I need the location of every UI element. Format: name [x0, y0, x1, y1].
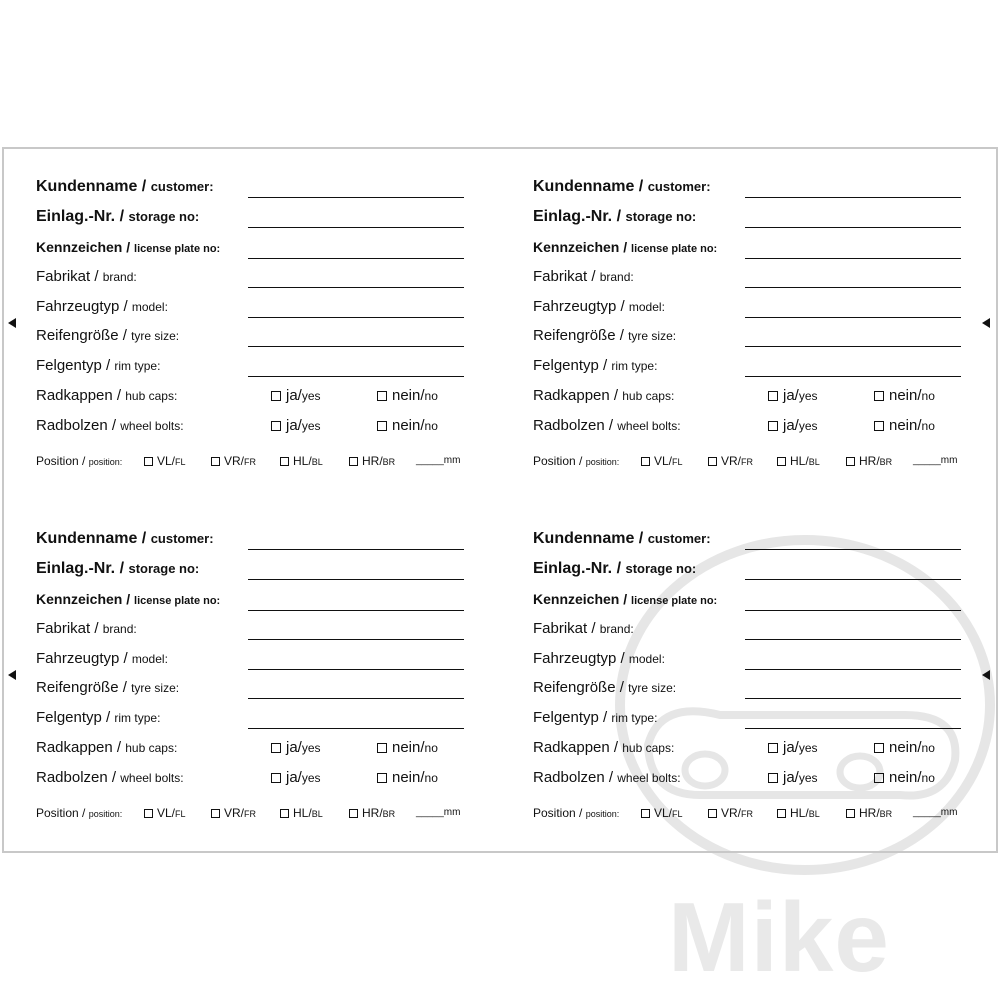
left-arrow-marker-top [8, 318, 16, 328]
field-label-english: storage no: [625, 561, 697, 576]
choice-label [533, 739, 674, 763]
position-option[interactable] [708, 806, 753, 820]
fill-in-line[interactable] [248, 376, 464, 377]
choice-label [36, 417, 184, 441]
fill-in-line[interactable] [248, 549, 464, 550]
position-checkbox[interactable] [641, 809, 650, 818]
field-label-main: Felgentyp / [36, 709, 111, 726]
fill-in-line[interactable] [745, 376, 961, 377]
field-label-main: Kennzeichen / [36, 239, 131, 255]
fill-in-line[interactable] [745, 227, 961, 228]
position-option-main: VL/ [157, 454, 176, 468]
position-option-main: VR/ [721, 454, 742, 468]
fill-in-line[interactable] [745, 317, 961, 318]
position-option[interactable] [211, 454, 256, 468]
field-label-english: model: [628, 652, 665, 666]
field-label [36, 298, 168, 322]
tread-depth-mm-field[interactable]: _____mm [913, 807, 958, 818]
yes-option[interactable] [768, 769, 818, 786]
no-label: nein/ [889, 739, 922, 756]
position-checkbox[interactable] [349, 457, 358, 466]
no-option[interactable] [377, 739, 438, 756]
no-label-english: no [921, 741, 935, 755]
position-checkbox[interactable] [708, 809, 717, 818]
field-label-main: Fabrikat / [533, 268, 596, 285]
choice-label-english: wheel bolts: [120, 419, 184, 433]
fill-in-line[interactable] [745, 669, 961, 670]
field-label-main: Kennzeichen / [533, 239, 628, 255]
field-label [533, 208, 696, 232]
yes-label: ja/ [783, 417, 799, 434]
position-option[interactable] [777, 454, 820, 468]
fill-in-line[interactable] [745, 346, 961, 347]
position-option-main: HL/ [790, 454, 809, 468]
choice-label-main: Radbolzen / [533, 769, 614, 786]
position-option[interactable] [708, 454, 753, 468]
choice-label-main: Radkappen / [533, 739, 619, 756]
position-checkbox[interactable] [846, 457, 855, 466]
no-label-english: no [424, 389, 438, 403]
yes-label: ja/ [286, 769, 302, 786]
field-label-main: Fahrzeugtyp / [533, 650, 625, 667]
position-option-main: HR/ [362, 454, 383, 468]
position-option-main: HR/ [859, 454, 880, 468]
field-label-main: Fahrzeugtyp / [36, 298, 128, 315]
position-option-main: VL/ [654, 454, 673, 468]
choice-label-english: hub caps: [622, 741, 675, 755]
no-checkbox[interactable] [377, 421, 387, 431]
field-label-english: tyre size: [131, 329, 180, 343]
field-label-main: Fabrikat / [533, 620, 596, 637]
no-label: nein/ [392, 387, 425, 404]
position-label-main: Position / [533, 454, 583, 468]
choice-label-main: Radkappen / [36, 387, 122, 404]
yes-label-english: yes [798, 771, 818, 785]
no-checkbox[interactable] [377, 773, 387, 783]
no-label: nein/ [889, 769, 922, 786]
position-label [36, 454, 122, 468]
position-checkbox[interactable] [641, 457, 650, 466]
field-label [533, 560, 696, 584]
no-label-english: no [424, 741, 438, 755]
choice-label [533, 417, 681, 441]
field-label-main: Kundenname / [36, 178, 147, 195]
field-label-main: Fahrzeugtyp / [36, 650, 128, 667]
position-checkbox[interactable] [144, 809, 153, 818]
label-card-1 [36, 178, 476, 468]
field-label-main: Kennzeichen / [36, 591, 131, 607]
field-label [36, 239, 220, 263]
yes-checkbox[interactable] [271, 743, 281, 753]
position-row [36, 454, 461, 468]
field-label-main: Einlag.-Nr. / [36, 208, 125, 225]
field-label-main: Kundenname / [533, 178, 644, 195]
field-label-english: customer: [647, 531, 711, 546]
field-label-english: model: [628, 300, 665, 314]
yes-checkbox[interactable] [768, 391, 778, 401]
yes-option[interactable] [768, 387, 818, 404]
field-label-english: brand: [599, 622, 634, 636]
tread-depth-mm-field[interactable]: _____mm [913, 455, 958, 466]
right-arrow-marker-top [982, 318, 990, 328]
fill-in-line[interactable] [248, 287, 464, 288]
field-label [36, 208, 199, 232]
position-row [36, 806, 461, 820]
field-label [36, 357, 160, 381]
position-label [533, 454, 619, 468]
position-option-english: BL [808, 457, 820, 467]
no-option[interactable] [874, 417, 935, 434]
position-option-english: FL [175, 809, 186, 819]
no-label: nein/ [889, 417, 922, 434]
fill-in-line[interactable] [248, 258, 464, 259]
position-label-main: Position / [36, 806, 86, 820]
field-label-english: customer: [647, 179, 711, 194]
field-label-english: license plate no: [631, 243, 718, 255]
position-checkbox[interactable] [846, 809, 855, 818]
fill-in-line[interactable] [248, 728, 464, 729]
field-label-english: model: [131, 300, 168, 314]
fill-in-line[interactable] [745, 579, 961, 580]
field-label-main: Reifengröße / [36, 679, 127, 696]
position-option-english: FL [175, 457, 186, 467]
position-option-main: VL/ [654, 806, 673, 820]
choice-label [36, 739, 177, 763]
field-label [36, 268, 137, 292]
position-label-english: position: [585, 457, 620, 467]
choice-label-english: hub caps: [125, 741, 178, 755]
field-label [36, 327, 179, 351]
tread-depth-mm-field[interactable]: _____mm [416, 455, 461, 466]
yes-label: ja/ [286, 387, 302, 404]
field-label [36, 530, 214, 554]
choice-label-english: wheel bolts: [617, 419, 681, 433]
position-option[interactable] [144, 454, 186, 468]
no-option[interactable] [874, 769, 935, 786]
field-label [533, 679, 676, 703]
field-label-main: Felgentyp / [533, 357, 608, 374]
no-option[interactable] [874, 387, 935, 404]
field-label-english: tyre size: [628, 329, 677, 343]
field-label-english: rim type: [611, 711, 658, 725]
yes-label: ja/ [783, 769, 799, 786]
field-label-main: Fahrzeugtyp / [533, 298, 625, 315]
fill-in-line[interactable] [745, 287, 961, 288]
choice-label-english: hub caps: [622, 389, 675, 403]
yes-checkbox[interactable] [768, 743, 778, 753]
fill-in-line[interactable] [248, 197, 464, 198]
no-label-english: no [424, 771, 438, 785]
position-row [533, 454, 958, 468]
position-option-english: FR [741, 457, 754, 467]
field-label-main: Einlag.-Nr. / [533, 208, 622, 225]
yes-label-english: yes [301, 771, 321, 785]
position-option-english: FR [741, 809, 754, 819]
field-label [36, 709, 160, 733]
position-option[interactable] [846, 454, 892, 468]
field-label-main: Einlag.-Nr. / [36, 560, 125, 577]
field-label-english: model: [131, 652, 168, 666]
yes-label-english: yes [798, 419, 818, 433]
no-checkbox[interactable] [377, 391, 387, 401]
position-option-english: FR [244, 457, 257, 467]
position-option-english: BR [879, 809, 893, 819]
fill-in-line[interactable] [248, 639, 464, 640]
position-option-main: HL/ [790, 806, 809, 820]
field-label-main: Reifengröße / [533, 327, 624, 344]
fill-in-line[interactable] [745, 258, 961, 259]
no-label-english: no [921, 389, 935, 403]
field-label-main: Reifengröße / [36, 327, 127, 344]
field-label-english: rim type: [611, 359, 658, 373]
field-label-main: Kundenname / [36, 530, 147, 547]
field-label [533, 327, 676, 351]
choice-label-main: Radbolzen / [533, 417, 614, 434]
position-option-main: VR/ [721, 806, 742, 820]
field-label [533, 298, 665, 322]
fill-in-line[interactable] [248, 579, 464, 580]
position-option-english: BL [808, 809, 820, 819]
position-label-main: Position / [36, 454, 86, 468]
yes-label: ja/ [783, 387, 799, 404]
field-label [36, 591, 220, 615]
label-card-2 [533, 178, 973, 468]
field-label-english: customer: [150, 179, 214, 194]
position-option-english: BR [382, 457, 396, 467]
position-option-english: BL [311, 809, 323, 819]
field-label-english: rim type: [114, 711, 161, 725]
position-option[interactable] [777, 806, 820, 820]
position-option-english: FR [244, 809, 257, 819]
field-label-main: Kennzeichen / [533, 591, 628, 607]
field-label-english: license plate no: [134, 595, 221, 607]
field-label-main: Reifengröße / [533, 679, 624, 696]
field-label-main: Fabrikat / [36, 620, 99, 637]
tread-depth-mm-field[interactable]: _____mm [416, 807, 461, 818]
no-checkbox[interactable] [874, 391, 884, 401]
field-label-english: tyre size: [131, 681, 180, 695]
fill-in-line[interactable] [248, 227, 464, 228]
position-checkbox[interactable] [777, 809, 786, 818]
position-checkbox[interactable] [144, 457, 153, 466]
no-label: nein/ [889, 387, 922, 404]
field-label-english: rim type: [114, 359, 161, 373]
field-label [533, 268, 634, 292]
choice-label [36, 769, 184, 793]
position-checkbox[interactable] [708, 457, 717, 466]
position-option-main: HR/ [362, 806, 383, 820]
yes-checkbox[interactable] [271, 391, 281, 401]
no-label-english: no [424, 419, 438, 433]
fill-in-line[interactable] [745, 639, 961, 640]
choice-label-main: Radkappen / [36, 739, 122, 756]
field-label [533, 709, 657, 733]
position-option-main: HL/ [293, 806, 312, 820]
position-label-english: position: [88, 809, 123, 819]
no-checkbox[interactable] [377, 743, 387, 753]
choice-label [533, 769, 681, 793]
field-label [36, 679, 179, 703]
fill-in-line[interactable] [248, 346, 464, 347]
yes-option[interactable] [768, 739, 818, 756]
no-label: nein/ [392, 769, 425, 786]
position-checkbox[interactable] [211, 457, 220, 466]
field-label [533, 530, 711, 554]
yes-label: ja/ [286, 739, 302, 756]
position-option[interactable] [349, 806, 395, 820]
no-label: nein/ [392, 739, 425, 756]
yes-option[interactable] [271, 739, 321, 756]
no-option[interactable] [377, 769, 438, 786]
left-arrow-marker-bottom [8, 670, 16, 680]
position-row [533, 806, 958, 820]
watermark-text: Mike [668, 882, 890, 992]
position-label [36, 806, 122, 820]
position-option-main: HR/ [859, 806, 880, 820]
field-label-english: license plate no: [631, 595, 718, 607]
fill-in-line[interactable] [745, 728, 961, 729]
label-card-3 [36, 530, 476, 820]
yes-option[interactable] [768, 417, 818, 434]
yes-checkbox[interactable] [271, 773, 281, 783]
no-option[interactable] [874, 739, 935, 756]
field-label-english: brand: [102, 270, 137, 284]
yes-checkbox[interactable] [768, 773, 778, 783]
position-option[interactable] [846, 806, 892, 820]
position-label-english: position: [585, 809, 620, 819]
field-label-main: Einlag.-Nr. / [533, 560, 622, 577]
field-label [533, 591, 717, 615]
fill-in-line[interactable] [248, 698, 464, 699]
field-label-english: brand: [599, 270, 634, 284]
no-option[interactable] [377, 387, 438, 404]
field-label-english: storage no: [128, 209, 200, 224]
yes-label-english: yes [798, 389, 818, 403]
field-label [533, 239, 717, 263]
field-label [533, 178, 711, 202]
field-label-english: license plate no: [134, 243, 221, 255]
fill-in-line[interactable] [248, 610, 464, 611]
yes-option[interactable] [271, 417, 321, 434]
field-label [36, 560, 199, 584]
position-option-english: FL [672, 809, 683, 819]
fill-in-line[interactable] [745, 698, 961, 699]
position-option-main: VR/ [224, 806, 245, 820]
position-checkbox[interactable] [211, 809, 220, 818]
no-option[interactable] [377, 417, 438, 434]
position-option[interactable] [211, 806, 256, 820]
position-option[interactable] [641, 806, 683, 820]
position-option[interactable] [280, 806, 323, 820]
position-option-english: BL [311, 457, 323, 467]
yes-label: ja/ [286, 417, 302, 434]
fill-in-line[interactable] [745, 197, 961, 198]
position-label [533, 806, 619, 820]
field-label [533, 620, 634, 644]
right-arrow-marker-bottom [982, 670, 990, 680]
field-label [36, 178, 214, 202]
no-checkbox[interactable] [874, 743, 884, 753]
position-label-english: position: [88, 457, 123, 467]
choice-label-main: Radkappen / [533, 387, 619, 404]
field-label [533, 357, 657, 381]
choice-label-main: Radbolzen / [36, 417, 117, 434]
position-option[interactable] [280, 454, 323, 468]
no-label-english: no [921, 419, 935, 433]
choice-label-english: wheel bolts: [120, 771, 184, 785]
field-label-english: customer: [150, 531, 214, 546]
no-checkbox[interactable] [874, 421, 884, 431]
position-label-main: Position / [533, 806, 583, 820]
field-label-main: Felgentyp / [533, 709, 608, 726]
label-card-4 [533, 530, 973, 820]
yes-option[interactable] [271, 769, 321, 786]
fill-in-line[interactable] [745, 610, 961, 611]
choice-label [533, 387, 674, 411]
yes-checkbox[interactable] [768, 421, 778, 431]
fill-in-line[interactable] [248, 669, 464, 670]
field-label [533, 650, 665, 674]
position-option[interactable] [641, 454, 683, 468]
position-option[interactable] [144, 806, 186, 820]
choice-label-main: Radbolzen / [36, 769, 117, 786]
no-checkbox[interactable] [874, 773, 884, 783]
field-label-main: Felgentyp / [36, 357, 111, 374]
field-label-main: Fabrikat / [36, 268, 99, 285]
position-option-main: VL/ [157, 806, 176, 820]
choice-label-english: wheel bolts: [617, 771, 681, 785]
position-option-english: FL [672, 457, 683, 467]
field-label-english: tyre size: [628, 681, 677, 695]
field-label [36, 620, 137, 644]
field-label-english: storage no: [625, 209, 697, 224]
fill-in-line[interactable] [745, 549, 961, 550]
position-option-english: BR [382, 809, 396, 819]
yes-label-english: yes [301, 419, 321, 433]
yes-label-english: yes [798, 741, 818, 755]
position-checkbox[interactable] [349, 809, 358, 818]
choice-label [36, 387, 177, 411]
yes-label: ja/ [783, 739, 799, 756]
position-option-main: VR/ [224, 454, 245, 468]
position-checkbox[interactable] [280, 457, 289, 466]
yes-option[interactable] [271, 387, 321, 404]
position-option-main: HL/ [293, 454, 312, 468]
yes-label-english: yes [301, 741, 321, 755]
position-checkbox[interactable] [280, 809, 289, 818]
no-label: nein/ [392, 417, 425, 434]
choice-label-english: hub caps: [125, 389, 178, 403]
field-label-english: storage no: [128, 561, 200, 576]
position-checkbox[interactable] [777, 457, 786, 466]
position-option-english: BR [879, 457, 893, 467]
yes-checkbox[interactable] [271, 421, 281, 431]
fill-in-line[interactable] [248, 317, 464, 318]
position-option[interactable] [349, 454, 395, 468]
field-label-main: Kundenname / [533, 530, 644, 547]
yes-label-english: yes [301, 389, 321, 403]
no-label-english: no [921, 771, 935, 785]
field-label [36, 650, 168, 674]
field-label-english: brand: [102, 622, 137, 636]
